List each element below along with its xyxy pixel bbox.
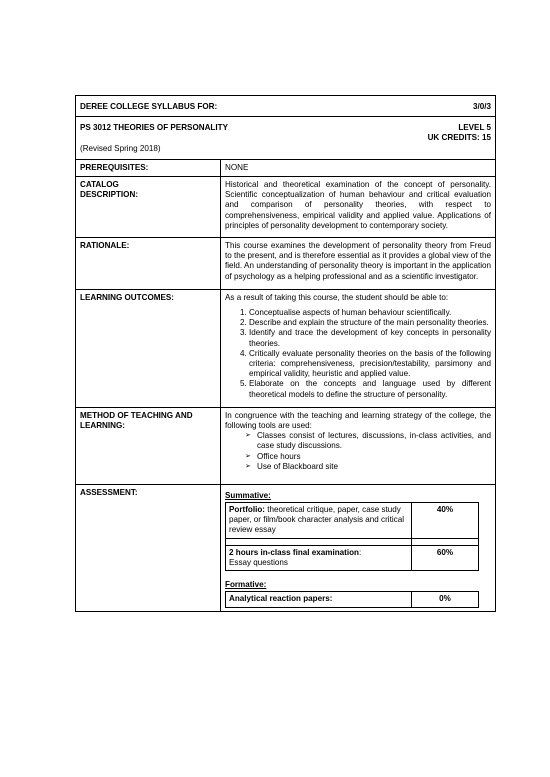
exam-name: 2 hours in-class final examination (229, 547, 359, 557)
course-row (76, 117, 496, 160)
prerequisites-value: NONE (221, 159, 496, 176)
credit-hours: 3/0/3 (472, 102, 491, 111)
list-item: 2. Describe and explain the structure of the main personality theories. (249, 318, 491, 328)
portfolio-detail: theoretical critique, paper, case study paper, or film/book character analysis and critical review essay (229, 505, 404, 535)
teaching-intro: In congruence with the teaching and learning strategy of the college, the following tools are used: (225, 410, 491, 431)
list-item: 5. Elaborate on the concepts and language used by different theoretical models to define the structure of personality. (249, 379, 491, 399)
learning-outcomes-label: LEARNING OUTCOMES: (76, 289, 221, 407)
revised-note: (Revised Spring 2018) (80, 143, 161, 153)
arrow-bullet-icon: ➢ (245, 462, 251, 470)
table-row: 2 hours in-class final examination: Essay questions 60% (226, 545, 479, 570)
catalog-label-2: DESCRIPTION: (80, 190, 139, 200)
catalog-label-1: CATALOG (80, 180, 119, 190)
course-title: PS 3012 THEORIES OF PERSONALITY (80, 123, 228, 133)
assessment-row (76, 484, 496, 611)
list-item: 3. Identify and trace the development of key concepts in personality theories. (249, 328, 491, 348)
table-row (226, 503, 479, 539)
list-item: 4. Critically evaluate personality theories on the basis of the following criteria: comprehensiveness, precision/testability, parsimony and empirical validity, heuristic and applied value. (249, 349, 491, 380)
teaching-row (76, 407, 496, 484)
rationale-label: RATIONALE: (76, 238, 221, 290)
list-item: ➢ Use of Blackboard site (245, 461, 338, 471)
teaching-tools-list (225, 431, 491, 472)
rationale-text: This course examines the development of personality theory from Freud to the present, and is therefore essential as it provides a global view of the field. An understanding of personality theory is important in the application of psychology as a helping professional and as a scientific investigator. (221, 238, 496, 290)
learning-outcomes-intro: As a result of taking this course, the student should be able to: (225, 292, 449, 302)
course-level: LEVEL 5 (458, 123, 491, 133)
exam-weight: 60% (412, 545, 479, 570)
prerequisites-row (76, 159, 496, 176)
catalog-description: Historical and theoretical examination of the concept of personality. Scientific conceptualization of human behaviour and critical evaluation and comparison of personality theories, with respect to comprehensiveness, empirical validity and applied value. Applications of principles of personality development to contemporary society. (221, 177, 496, 238)
summative-heading: Summative: (225, 490, 271, 500)
portfolio-weight: 40% (412, 503, 479, 539)
summative-table (225, 502, 479, 571)
exam-detail: Essay questions (229, 557, 288, 567)
teaching-label-1: METHOD OF TEACHING AND (80, 410, 193, 420)
reaction-papers-weight: 0% (412, 592, 479, 607)
uk-credits: UK CREDITS: 15 (427, 133, 491, 143)
syllabus-title: DEREE COLLEGE SYLLABUS FOR: (80, 102, 218, 111)
arrow-bullet-icon: ➢ (245, 452, 251, 460)
arrow-bullet-icon: ➢ (245, 432, 251, 440)
portfolio-name: Portfolio: (229, 505, 265, 515)
list-item: ➢ Classes consist of lectures, discussions, in-class activities, and case study discussions. (245, 431, 491, 451)
prerequisites-label: PREREQUISITES: (76, 159, 221, 176)
list-item: 1. Conceptualise aspects of human behaviour scientifically. (249, 308, 491, 318)
catalog-row (76, 177, 496, 238)
assessment-label: ASSESSMENT: (76, 484, 221, 611)
reaction-papers-name: Analytical reaction papers: (226, 592, 412, 607)
formative-heading: Formative: (225, 580, 267, 590)
formative-table (225, 591, 479, 607)
teaching-label-2: LEARNING: (80, 421, 125, 431)
syllabus-table (75, 95, 496, 612)
learning-outcomes-row (76, 289, 496, 407)
rationale-row (76, 238, 496, 290)
list-item: ➢ Office hours (245, 451, 301, 461)
table-row (226, 592, 479, 607)
learning-outcomes-list (225, 308, 491, 400)
header-row (76, 96, 496, 117)
